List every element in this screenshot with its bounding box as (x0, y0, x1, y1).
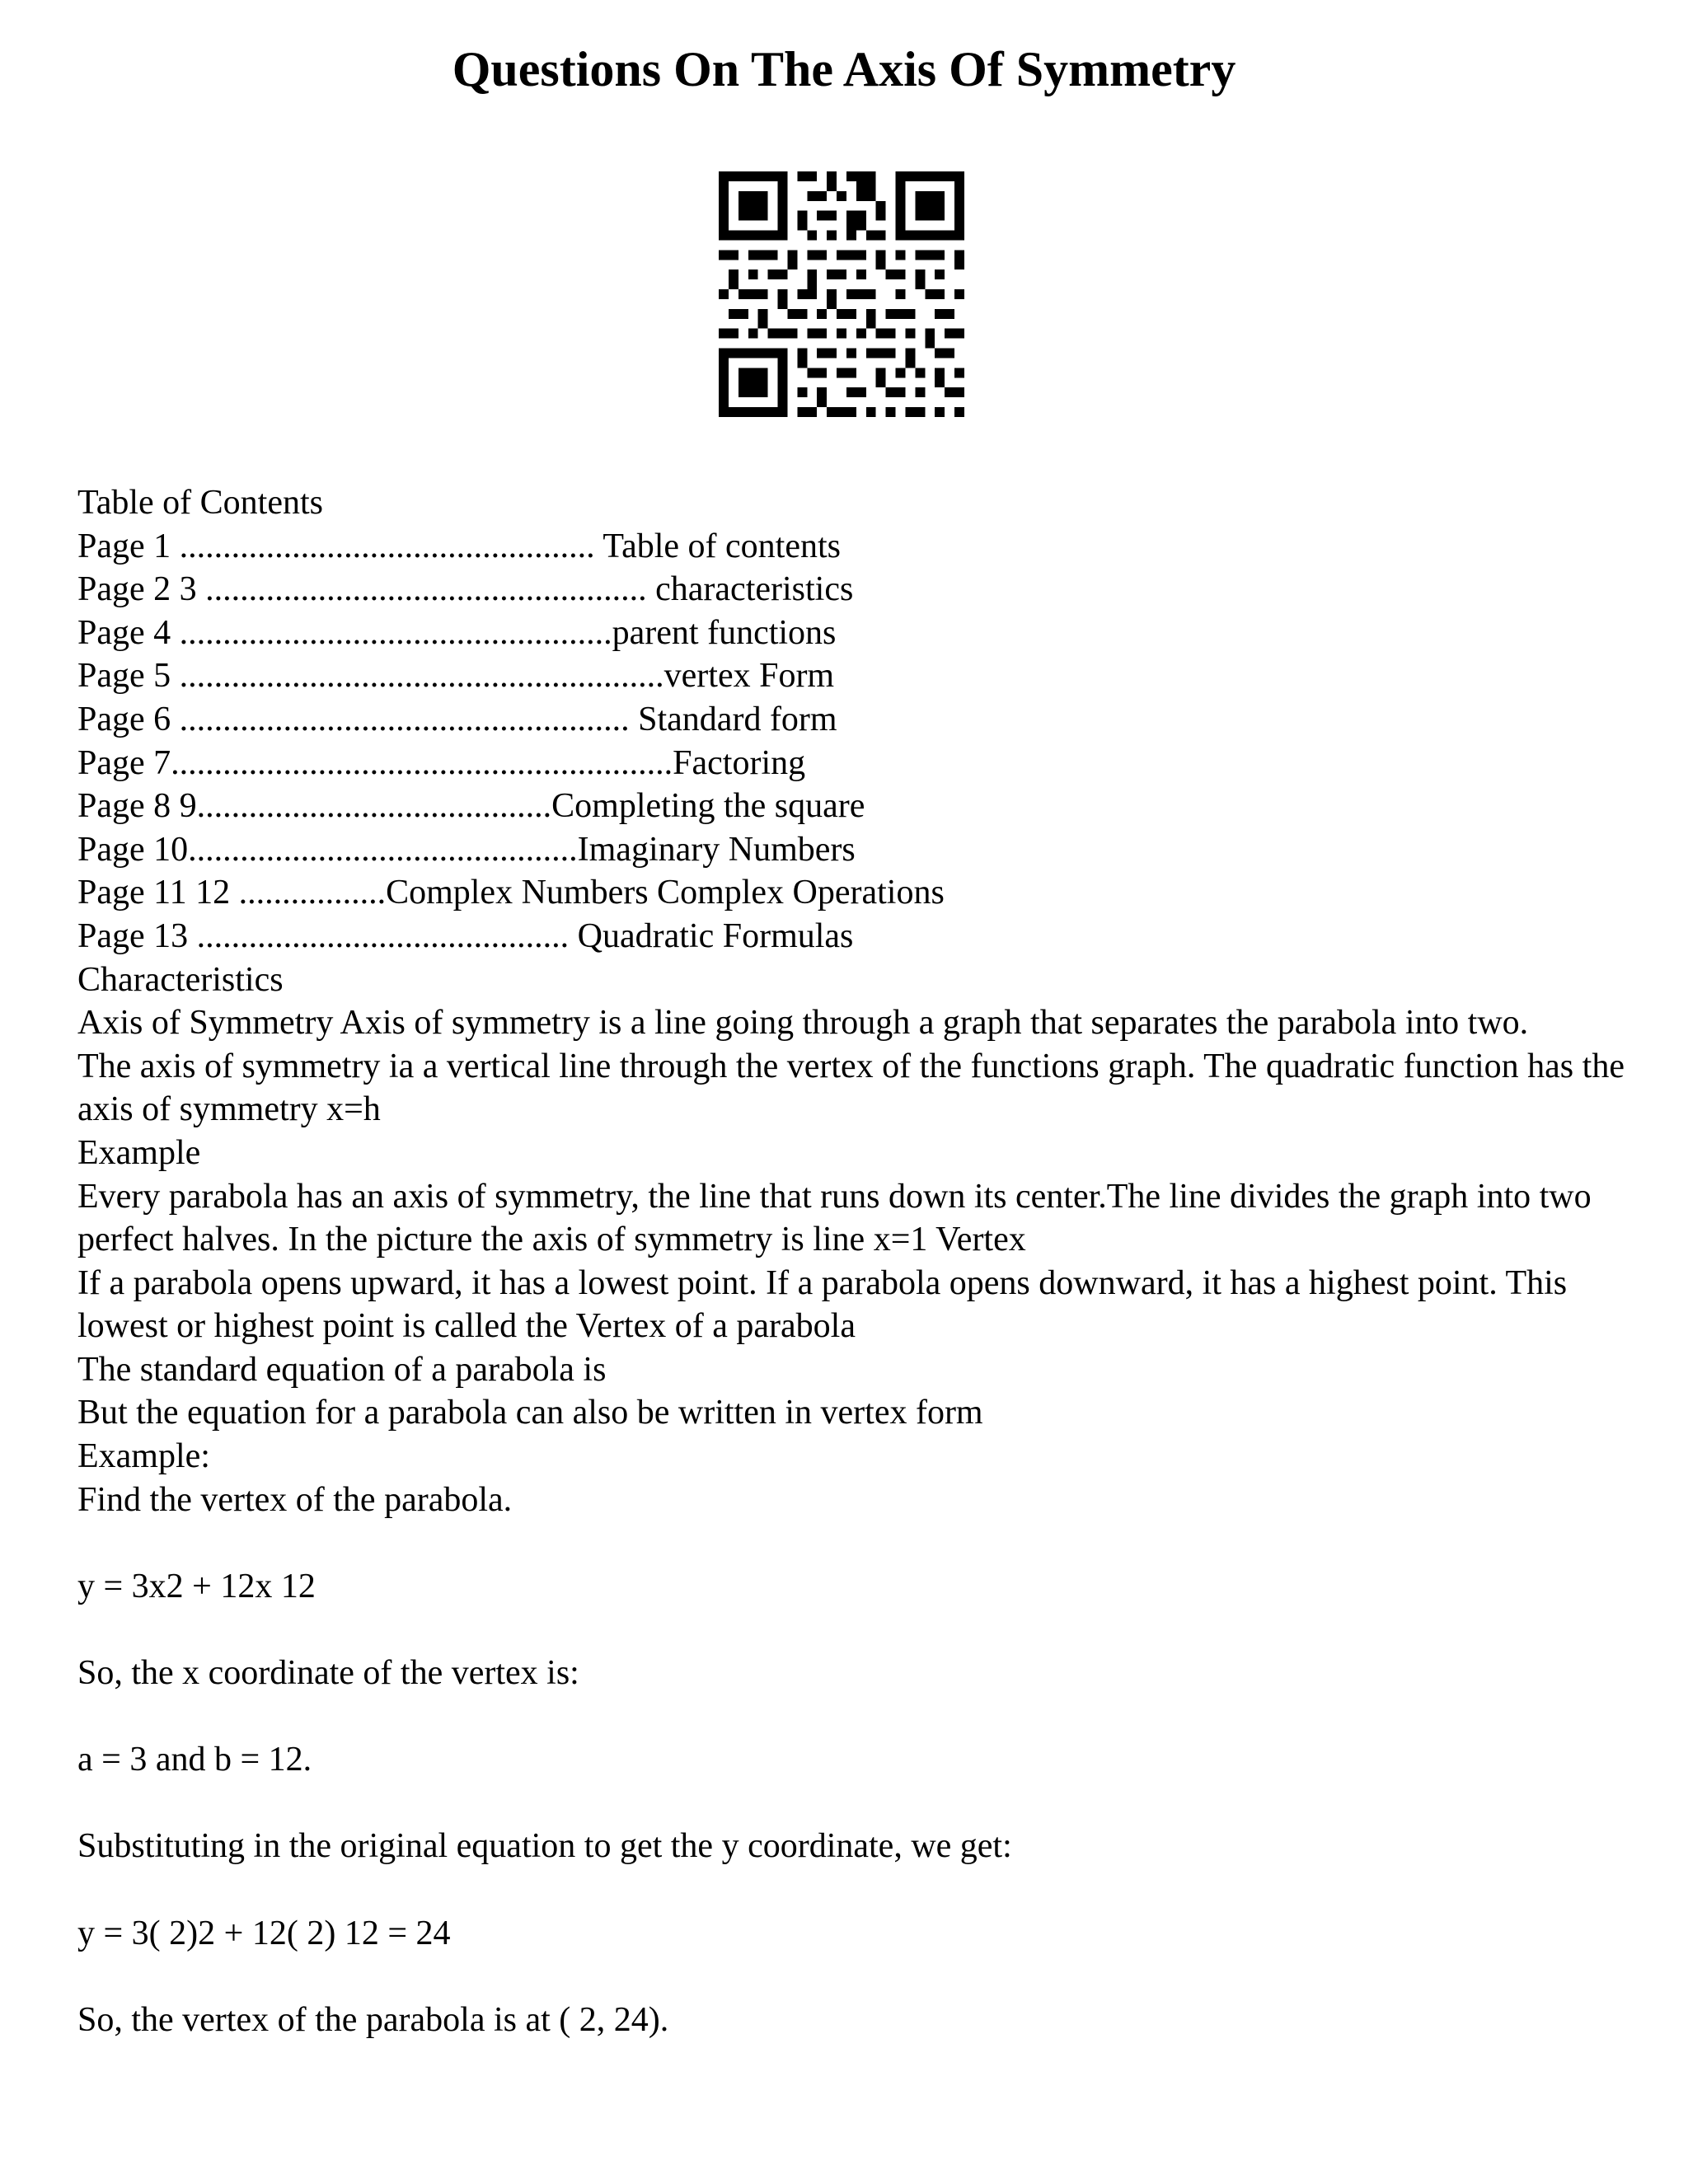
blank-line (77, 1521, 1643, 1565)
paragraph-find-vertex: Find the vertex of the parabola. (77, 1480, 513, 1519)
blank-line (77, 1782, 1643, 1825)
example-label: Example (77, 1133, 201, 1172)
toc-entry: Page 4 ..................................................parent functions (77, 613, 837, 652)
blank-line (77, 1695, 1643, 1739)
paragraph-x-coordinate: So, the x coordinate of the vertex is: (77, 1654, 579, 1693)
paragraph-vertex-definition: If a parabola opens upward, it has a lowest point. If a parabola opens downward, it has a highest point. This lowest or highest point is called the Vertex of a parabola (77, 1263, 1568, 1346)
paragraph-vertex-result: So, the vertex of the parabola is at ( 2, 24). (77, 2000, 669, 2039)
equation-parabola: y = 3x2 + 12x 12 (77, 1567, 316, 1605)
toc-entry: Page 11 12 .................Complex Numbers Complex Operations (77, 874, 945, 912)
toc-entry: Page 2 3 ................................................... characteristics (77, 570, 854, 609)
toc-entry: Page 7..........................................................Factoring (77, 743, 806, 782)
paragraph-substituting: Substituting in the original equation to get the y coordinate, we get: (77, 1827, 1012, 1866)
blank-line (77, 1955, 1643, 1999)
paragraph-every-parabola: Every parabola has an axis of symmetry, the line that runs down its center.The line divides the graph into two perfect halves. In the picture the axis of symmetry is line x=1 Vertex (77, 1177, 1592, 1259)
table-of-contents (77, 481, 1643, 958)
toc-entry: Page 1 ................................................ Table of contents (77, 527, 842, 565)
toc-heading: Table of Contents (77, 484, 323, 522)
paragraph-vertex-form: But the equation for a parabola can also be written in vertex form (77, 1394, 983, 1432)
section-heading-characteristics: Characteristics (77, 960, 284, 999)
paragraph-standard-equation: The standard equation of a parabola is (77, 1350, 607, 1389)
toc-entry: Page 5 ........................................................vertex Form (77, 657, 835, 696)
toc-entry: Page 13 ........................................... Quadratic Formulas (77, 916, 854, 955)
qr-code-image (719, 171, 964, 417)
paragraph-axis-definition: Axis of Symmetry Axis of symmetry is a line going through a graph that separates the parabola into two. (77, 1004, 1529, 1043)
blank-line (77, 1868, 1643, 1912)
toc-entry: Page 8 9.........................................Completing the square (77, 787, 865, 826)
equation-y-coordinate: y = 3( 2)2 + 12( 2) 12 = 24 (77, 1914, 451, 1952)
document-title: Questions On The Axis Of Symmetry (452, 42, 1236, 96)
toc-entry: Page 6 .................................................... Standard form (77, 700, 837, 738)
document-body (77, 481, 1643, 2041)
example-label: Example: (77, 1437, 210, 1476)
blank-line (77, 1608, 1643, 1652)
paragraph-axis-vertical-line: The axis of symmetry ia a vertical line through the vertex of the functions graph. The quadratic function has the axis of symmetry x=h (77, 1047, 1625, 1129)
equation-coefficients: a = 3 and b = 12. (77, 1741, 312, 1779)
toc-entry: Page 10.............................................Imaginary Numbers (77, 830, 856, 869)
